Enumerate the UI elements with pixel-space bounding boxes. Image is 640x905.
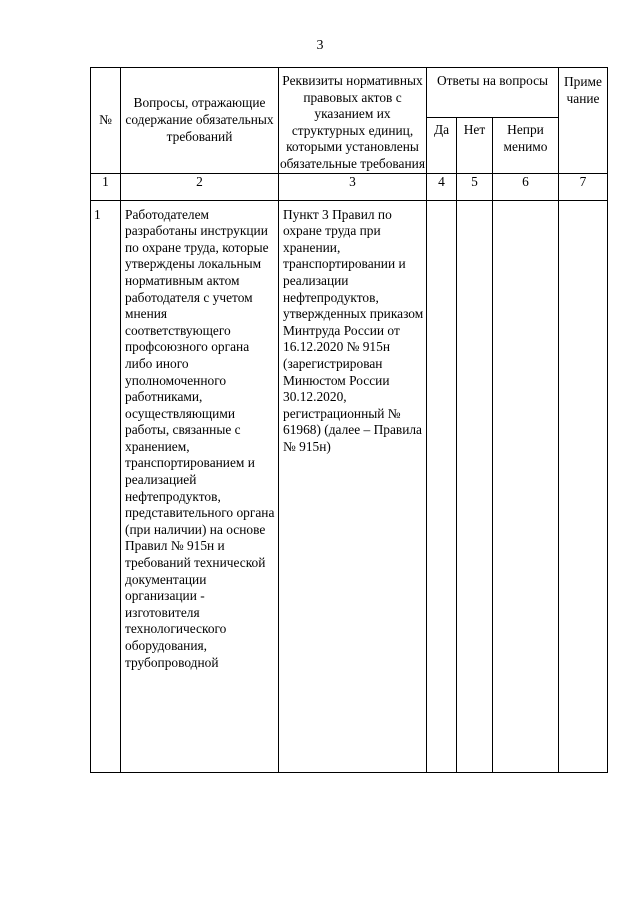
question-text: Работодателем разработаны инструкции по охране труда, которые утверждены локальным нормативным актом работодателя с учетом мнения соответствующего профсоюзного органа либо иного уполномоченного работниками, осуществляющими работы, связанные с хранением, транспортированием и реализацией нефтепродуктов, представительного органа (при наличии) на основе Правил № 915н и требований технической документации организации - изготовителя технологического оборудования, трубопроводной [121, 200, 279, 772]
column-number-row [91, 173, 608, 200]
header-no: Нет [457, 118, 493, 174]
header-questions: Вопросы, отражающие содержание обязательных требований [121, 68, 279, 174]
header-answers: Ответы на вопросы [427, 68, 559, 118]
answer-not-applicable-cell[interactable] [493, 200, 559, 772]
column-number: 7 [559, 173, 608, 200]
header-note: Приме чание [559, 68, 608, 174]
answer-no-cell[interactable] [457, 200, 493, 772]
header-not-applicable: Непри менимо [493, 118, 559, 174]
table-row [91, 200, 608, 772]
row-number: 1 [91, 200, 121, 772]
header-num: № [91, 68, 121, 174]
column-number: 6 [493, 173, 559, 200]
column-number: 1 [91, 173, 121, 200]
header-yes: Да [427, 118, 457, 174]
requirements-table [90, 67, 608, 773]
header-row [91, 68, 608, 118]
header-requisites: Реквизиты нормативных правовых актов с указанием их структурных единиц, которыми установлены обязательные требования [279, 68, 427, 174]
note-cell[interactable] [559, 200, 608, 772]
requisites-text: Пункт 3 Правил по охране труда при хранении, транспортировании и реализации нефтепродуктов, утвержденных приказом Минтруда России от 16.12.2020 № 915н (зарегистрирован Минюстом России 30.12.2020, регистрационный № 61968) (далее – Правила № 915н) [279, 200, 427, 772]
column-number: 5 [457, 173, 493, 200]
column-number: 4 [427, 173, 457, 200]
column-number: 3 [279, 173, 427, 200]
page-number: 3 [316, 38, 324, 53]
column-number: 2 [121, 173, 279, 200]
answer-yes-cell[interactable] [427, 200, 457, 772]
